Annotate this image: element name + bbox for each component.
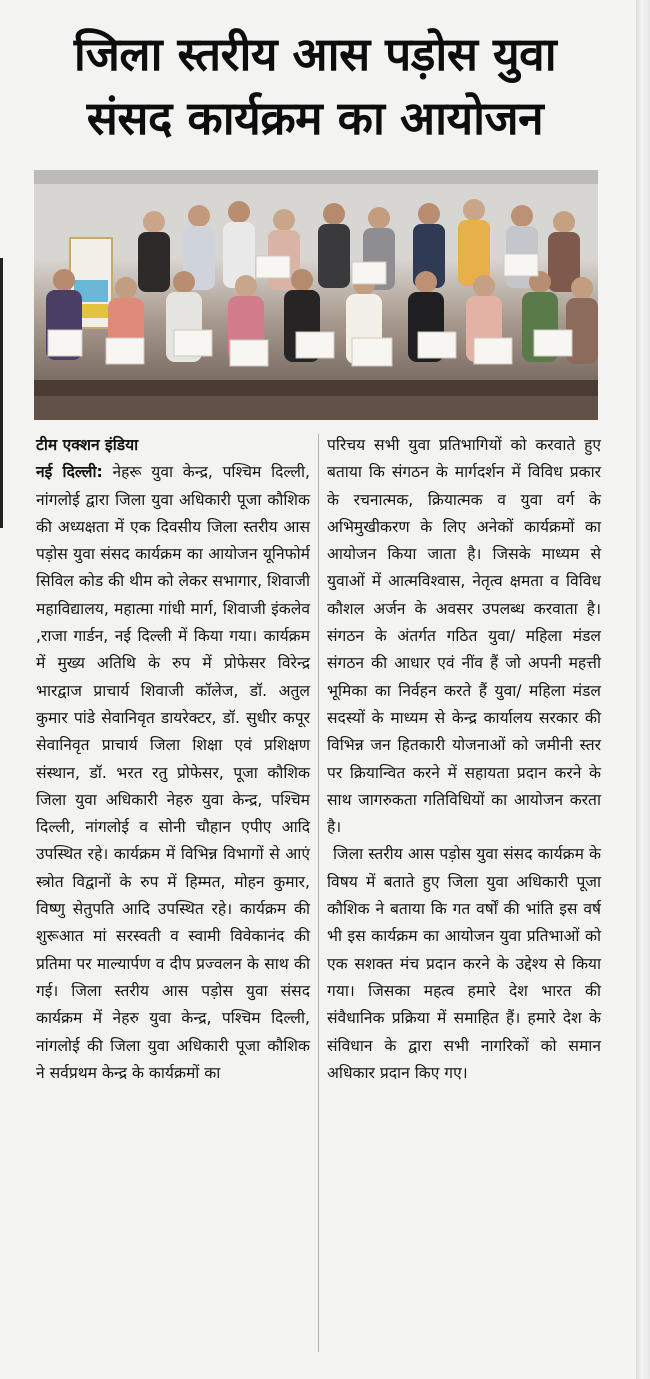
article-paragraph-1 (36, 459, 310, 1087)
article-paragraph-3: जिला स्तरीय आस पड़ोस युवा संसद कार्यक्रम के विषय में बताते हुए जिला युवा अधिकारी पूजा कौशिक ने बताया कि गत वर्षों की भांति इस वर्ष भी इस कार्यक्रम का आयोजन युवा प्रतिभाओं को एक सशक्त मंच प्रदान करने के उद्देश्य से किया गया। जिसका महत्व हमारे देश भारत की संवैधानिक प्रक्रिया में समाहित हैं। हमारे देश के संविधान के द्वारा सभी नागरिकों को समान अधिकार प्रदान किए गए। (327, 845, 601, 1082)
article-left-text: नेहरू युवा केन्द्र, पश्चिम दिल्ली, नांगलोई द्वारा जिला युवा अधिकारी पूजा कौशिक की अध्यक्षता में एक दिवसीय जिला स्तरीय आस पड़ोस युवा संसद कार्यक्रम का आयोजन यूनिफोर्म सिविल कोड की थीम को लेकर सभागार, शिवाजी महाविद्यालय, महात्मा गांधी मार्ग, शिवाजी इंकलेव ,राजा गार्डन, नई दिल्ली में किया गया। कार्यक्रम में मुख्य अतिथि के रुप में प्रोफेसर विरेन्द्र भारद्वाज प्राचार्य शिवाजी कॉलेज, डॉ. अतुल कुमार पांडे सेवानिवृत डायरेक्टर, डॉ. सुधीर कपूर सेवानिवृत प्राचार्य जिला शिक्षा एवं प्रशिक्षण संस्थान, डॉ. भरत रतु प्रोफेसर, पूजा कौशिक जिला युवा अधिकारी नेहरु युवा केन्द्र, पश्चिम दिल्ली, नांगलोई व सोनी चौहान एपीए आदि उपस्थित रहे। कार्यक्रम में विभिन्न विभागों से आएं स्त्रोत विद्वानों के रुप में हिम्मत, मोहन कुमार, विष्णु सेतुपति आदि उपस्थित रहे। कार्यक्रम की शुरूआत मां सरस्वती व स्वामी विवेकानंद की प्रतिमा पर माल्यार्पण व दीप प्रज्वलन के साथ की गई। जिला स्तरीय आस पड़ोस युवा संसद कार्यक्रम में नेहरु युवा केन्द्र, पश्चिम दिल्ली, नांगलोई की जिला युवा अधिकारी पूजा कौशिक ने सर्वप्रथम केन्द्र के कार्यक्रमों का (36, 463, 310, 1082)
article-column-right (327, 432, 601, 1087)
headline-line-2: संसद कार्यक्रम का आयोजन (86, 91, 544, 145)
page-edge-strip (636, 0, 650, 1379)
article-dateline: नई दिल्ली: (36, 463, 103, 482)
group-photo (34, 170, 598, 420)
article-column-left (36, 432, 310, 1087)
article-paragraph-2: परिचय सभी युवा प्रतिभागियों को करवाते हुए बताया कि संगठन के मार्गदर्शन में विविध प्रकार के रचनात्मक, क्रियात्मक व युवा वर्ग के अभिमुखीकरण के लिए अनेकों कार्यक्रमों का आयोजन किया जाता है। जिसके माध्यम से युवाओं में आत्मविश्वास, नेतृत्व क्षमता व विविध कौशल अर्जन के अवसर उपलब्ध करवाता है। संगठन के अंतर्गत गठित युवा/ महिला मंडल संगठन की आधार एवं नींव हैं जो अपनी महत्ती भूमिका का निर्वहन करते हैं युवा/ महिला मंडल सदस्यों के माध्यम से केन्द्र कार्यालय सरकार की विभिन्न जन हितकारी योजनाओं को जमीनी स्तर पर क्रियान्वित करने में सहायता प्रदान करने के साथ जागरुकता गतिविधियों का आयोजन करता है। (327, 436, 601, 837)
headline (20, 22, 610, 150)
column-rule-mark (0, 258, 3, 528)
column-divider (318, 434, 319, 1352)
group-photo-image (34, 170, 598, 420)
headline-line-1: जिला स्तरीय आस पड़ोस युवा (73, 27, 557, 81)
article-byline: टीम एक्शन इंडिया (36, 436, 139, 454)
